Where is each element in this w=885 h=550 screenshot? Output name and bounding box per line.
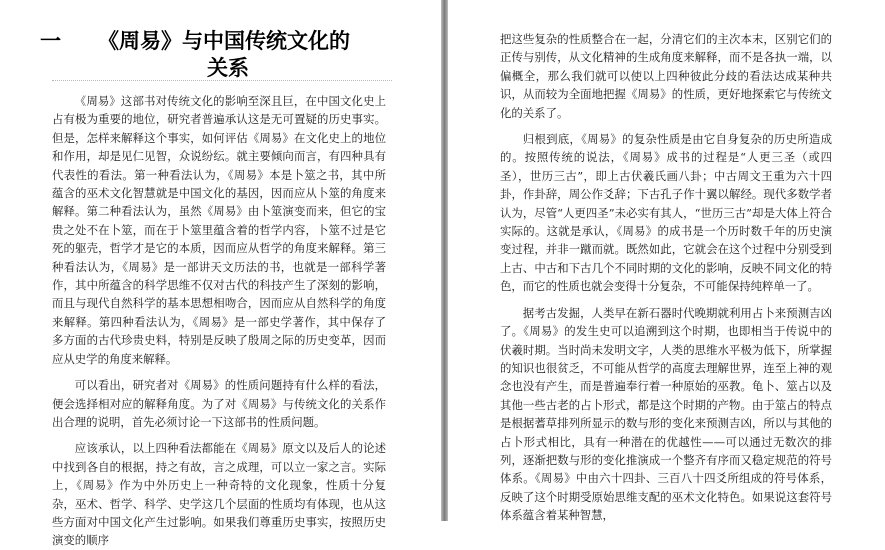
title-divider (52, 80, 392, 81)
paragraph: 归根到底，《周易》的复杂性质是由它自身复杂的历史所造成的。按照传统的说法，《周易》成书的过程是“人更三圣（或四圣），世历三古”，即上古伏羲氏画八卦；中古周文王重为六十四卦，作卦辞，周公作爻辞；下古孔子作十翼以解经。现代多数学者认为，尽管“人更四圣”未必实有其人，“世历三古”却是大体上符合实际的。这就是承认，《周易》的成书是一个历时数千年的历史演变过程，并非一蹴而就。既然如此，它就会在这个过程中分别受到上古、中古和下古几个不同时期的文化的影响，反映不同文化的特色，而它的性质也就会变得十分复杂，不可能保持纯粹单一了。 (500, 132, 832, 294)
chapter-title-line2: 关系 (207, 56, 249, 80)
paragraph: 《周易》这部书对传统文化的影响至深且巨，在中国文化史上占有极为重要的地位，研究者普遍承认这是无可置疑的历史事实。但是，怎样来解释这个事实，如何评估《周易》在文化史上的地位和作用，却是见仁见智，众说纷纭。就主要倾向而言，有四种具有代表性的看法。第一种看法认为，《周易》本是卜筮之书，其中所蕴含的巫术文化智慧就是中国文化的基因，因而应从卜筮的角度来解释。第二种看法认为，虽然《周易》由卜筮演变而来，但它的宝贵之处不在卜筮，而在于卜筮里蕴含着的哲学内容，卜筮不过是它死的躯壳，哲学才是它的本质，因而应从哲学的角度来解释。第三种看法认为，《周易》是一部讲天文历法的书，也就是一部科学著作，其中所蕴含的科学思维不仅对古代的科技产生了深刻的影响，而且与现代自然科学的基本思想相吻合，因而应从自然科学的角度来解释。第四种看法认为，《周易》是一部史学著作，其中保存了多方面的古代珍贵史料，特别是反映了殷周之际的历史变革，因而应从史学的角度来解释。 (52, 94, 386, 366)
page-spine-divider (441, 0, 448, 521)
paragraph: 据考古发掘，人类早在新石器时代晚期就利用占卜来预测吉凶了。《周易》的发生史可以追溯到这个时期，也即相当于传说中的伏羲时期。当时尚未发明文字，人类的思维水平极为低下，所掌握的知识也很贫乏，不可能从哲学的高度去理解世界，连至上神的观念也没有产生，而是普遍奉行着一种原始的巫教。龟卜、筮占以及其他一些古老的占卜形式，都是这个时期的产物。由于筮占的特点是根据蓍草排列所显示的数与形的变化来预测吉凶，所以与其他的占卜形式相比，具有一种潜在的优越性——可以通过无数次的排列，逐渐把数与形的变化推演成一个整齐有序而又稳定规范的符号体系。《周易》中由六十四卦、三百八十四爻所组成的符号体系，反映了这个时期受原始思维支配的巫术文化特色。如果说这套符号体系蕴含着某种智慧， (500, 305, 832, 523)
chapter-number: 一 (40, 29, 61, 53)
paragraph: 可以看出，研究者对《周易》的性质问题持有什么样的看法，便会选择相对应的解释角度。为了对《周易》与传统文化的关系作出合理的说明，首先必须讨论一下这部书的性质问题。 (52, 378, 386, 429)
right-page-body (500, 30, 832, 525)
paragraph: 把这些复杂的性质整合在一起，分清它们的主次本末，区别它们的正传与别传，从文化精神的生成角度来解释，而不是各执一端，以偏概全，那么我们就可以使以上四种彼此分歧的看法达成某种共识，从而较为全面地把握《周易》的性质，更好地探索它与传统文化的关系了。 (500, 32, 832, 120)
right-page (448, 0, 885, 521)
left-page (0, 0, 441, 548)
left-page-body (52, 92, 386, 550)
paragraph: 应该承认，以上四种看法都能在《周易》原文以及后人的论述中找到各自的根据，持之有故，言之成理，可以立一家之言。实际上，《周易》作为中外历史上一种奇特的文化现象，性质十分复杂，巫术、哲学、科学、史学这几个层面的性质均有体现，也从这些方面对中国文化产生过影响。如果我们尊重历史事实，按照历史演变的顺序 (52, 441, 386, 548)
chapter-title (40, 28, 410, 82)
chapter-title-line1: 《周易》与中国传统文化的 (98, 29, 350, 53)
